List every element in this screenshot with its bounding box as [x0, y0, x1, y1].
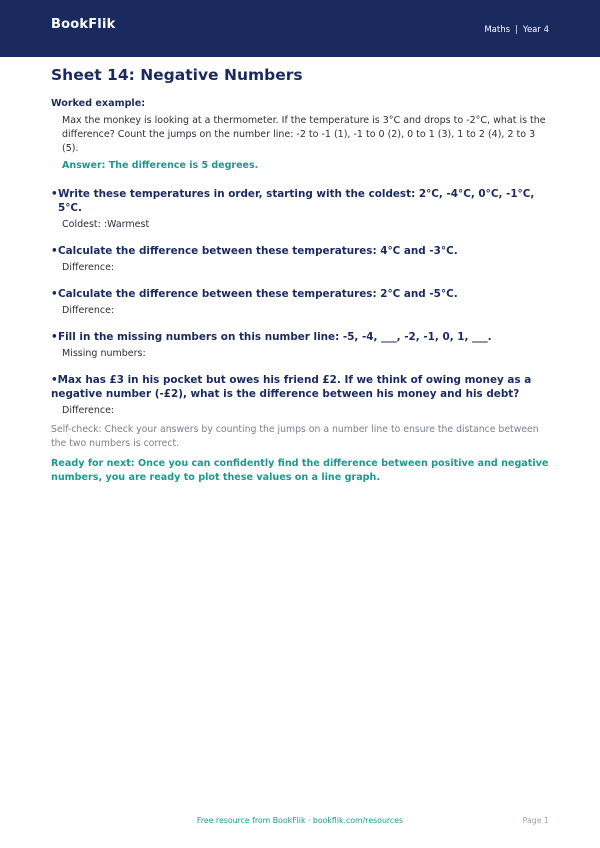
worked-example [51, 98, 551, 171]
question-text [51, 244, 551, 258]
response-line[interactable]: Difference: [62, 305, 115, 316]
page-number: Page 1 [522, 816, 549, 825]
ready-next-note: Ready for next: Once you can confidently find the difference between positive and negative numbers, you are ready to plot these values on a line graph. [51, 458, 549, 483]
question-text [51, 330, 551, 344]
bullet-icon: • [51, 245, 58, 257]
question-2-text: Calculate the difference between these temperatures: 4°C and -3°C. [58, 245, 458, 257]
response-line[interactable]: Difference: [62, 262, 115, 273]
question-4 [51, 330, 551, 359]
question-text [51, 287, 551, 301]
question-4-text: Fill in the missing numbers on this number line: -5, -4, ___, -2, -1, 0, 1, ___. [58, 331, 492, 343]
question-text [51, 373, 551, 401]
question-1-text: Write these temperatures in order, starting with the coldest: 2°C, -4°C, 0°C, -1°C, 5°C. [58, 188, 535, 214]
question-1 [51, 187, 551, 230]
bullet-icon: • [51, 288, 58, 300]
header-meta [484, 25, 549, 35]
question-text [51, 187, 551, 215]
question-5-text: Max has £3 in his pocket but owes his friend £2. If we think of owing money as a negative number (-£2), what is the difference between his money and his debt? [51, 374, 532, 400]
question-2 [51, 244, 551, 273]
year-label: Year 4 [522, 24, 549, 35]
footer-link[interactable]: Free resource from BookFlik · bookflik.com/resources [196, 816, 404, 825]
subject-label: Maths [484, 24, 511, 35]
brand-logo[interactable]: BookFlik [51, 17, 116, 32]
page-title: Sheet 14: Negative Numbers [51, 66, 303, 84]
page-header [0, 0, 600, 57]
response-line[interactable]: Difference: [62, 405, 115, 416]
meta-separator: | [515, 24, 518, 35]
worksheet-content [51, 66, 551, 485]
question-5 [51, 373, 551, 416]
response-line[interactable]: Coldest: :Warmest [62, 219, 150, 230]
response-line[interactable]: Missing numbers: [62, 348, 146, 359]
question-3-text: Calculate the difference between these temperatures: 2°C and -5°C. [58, 288, 458, 300]
bullet-icon: • [51, 374, 58, 386]
page-footer [0, 816, 600, 830]
bullet-icon: • [51, 188, 58, 200]
question-3 [51, 287, 551, 316]
bullet-icon: • [51, 331, 58, 343]
worked-example-answer: Answer: The difference is 5 degrees. [62, 160, 259, 171]
worked-example-text: Max the monkey is looking at a thermometer. If the temperature is 3°C and drops to -2°C, what is the difference? Count the jumps on the number line: -2 to -1 (1), -1 to 0 (2), 0 to 1 (3), 1 to 2 (4), 2 to 3 (5). [62, 115, 546, 154]
self-check-note: Self-check: Check your answers by counting the jumps on a number line to ensure the distance between the two numbers is correct. [51, 424, 539, 449]
worked-example-label: Worked example: [51, 98, 146, 109]
